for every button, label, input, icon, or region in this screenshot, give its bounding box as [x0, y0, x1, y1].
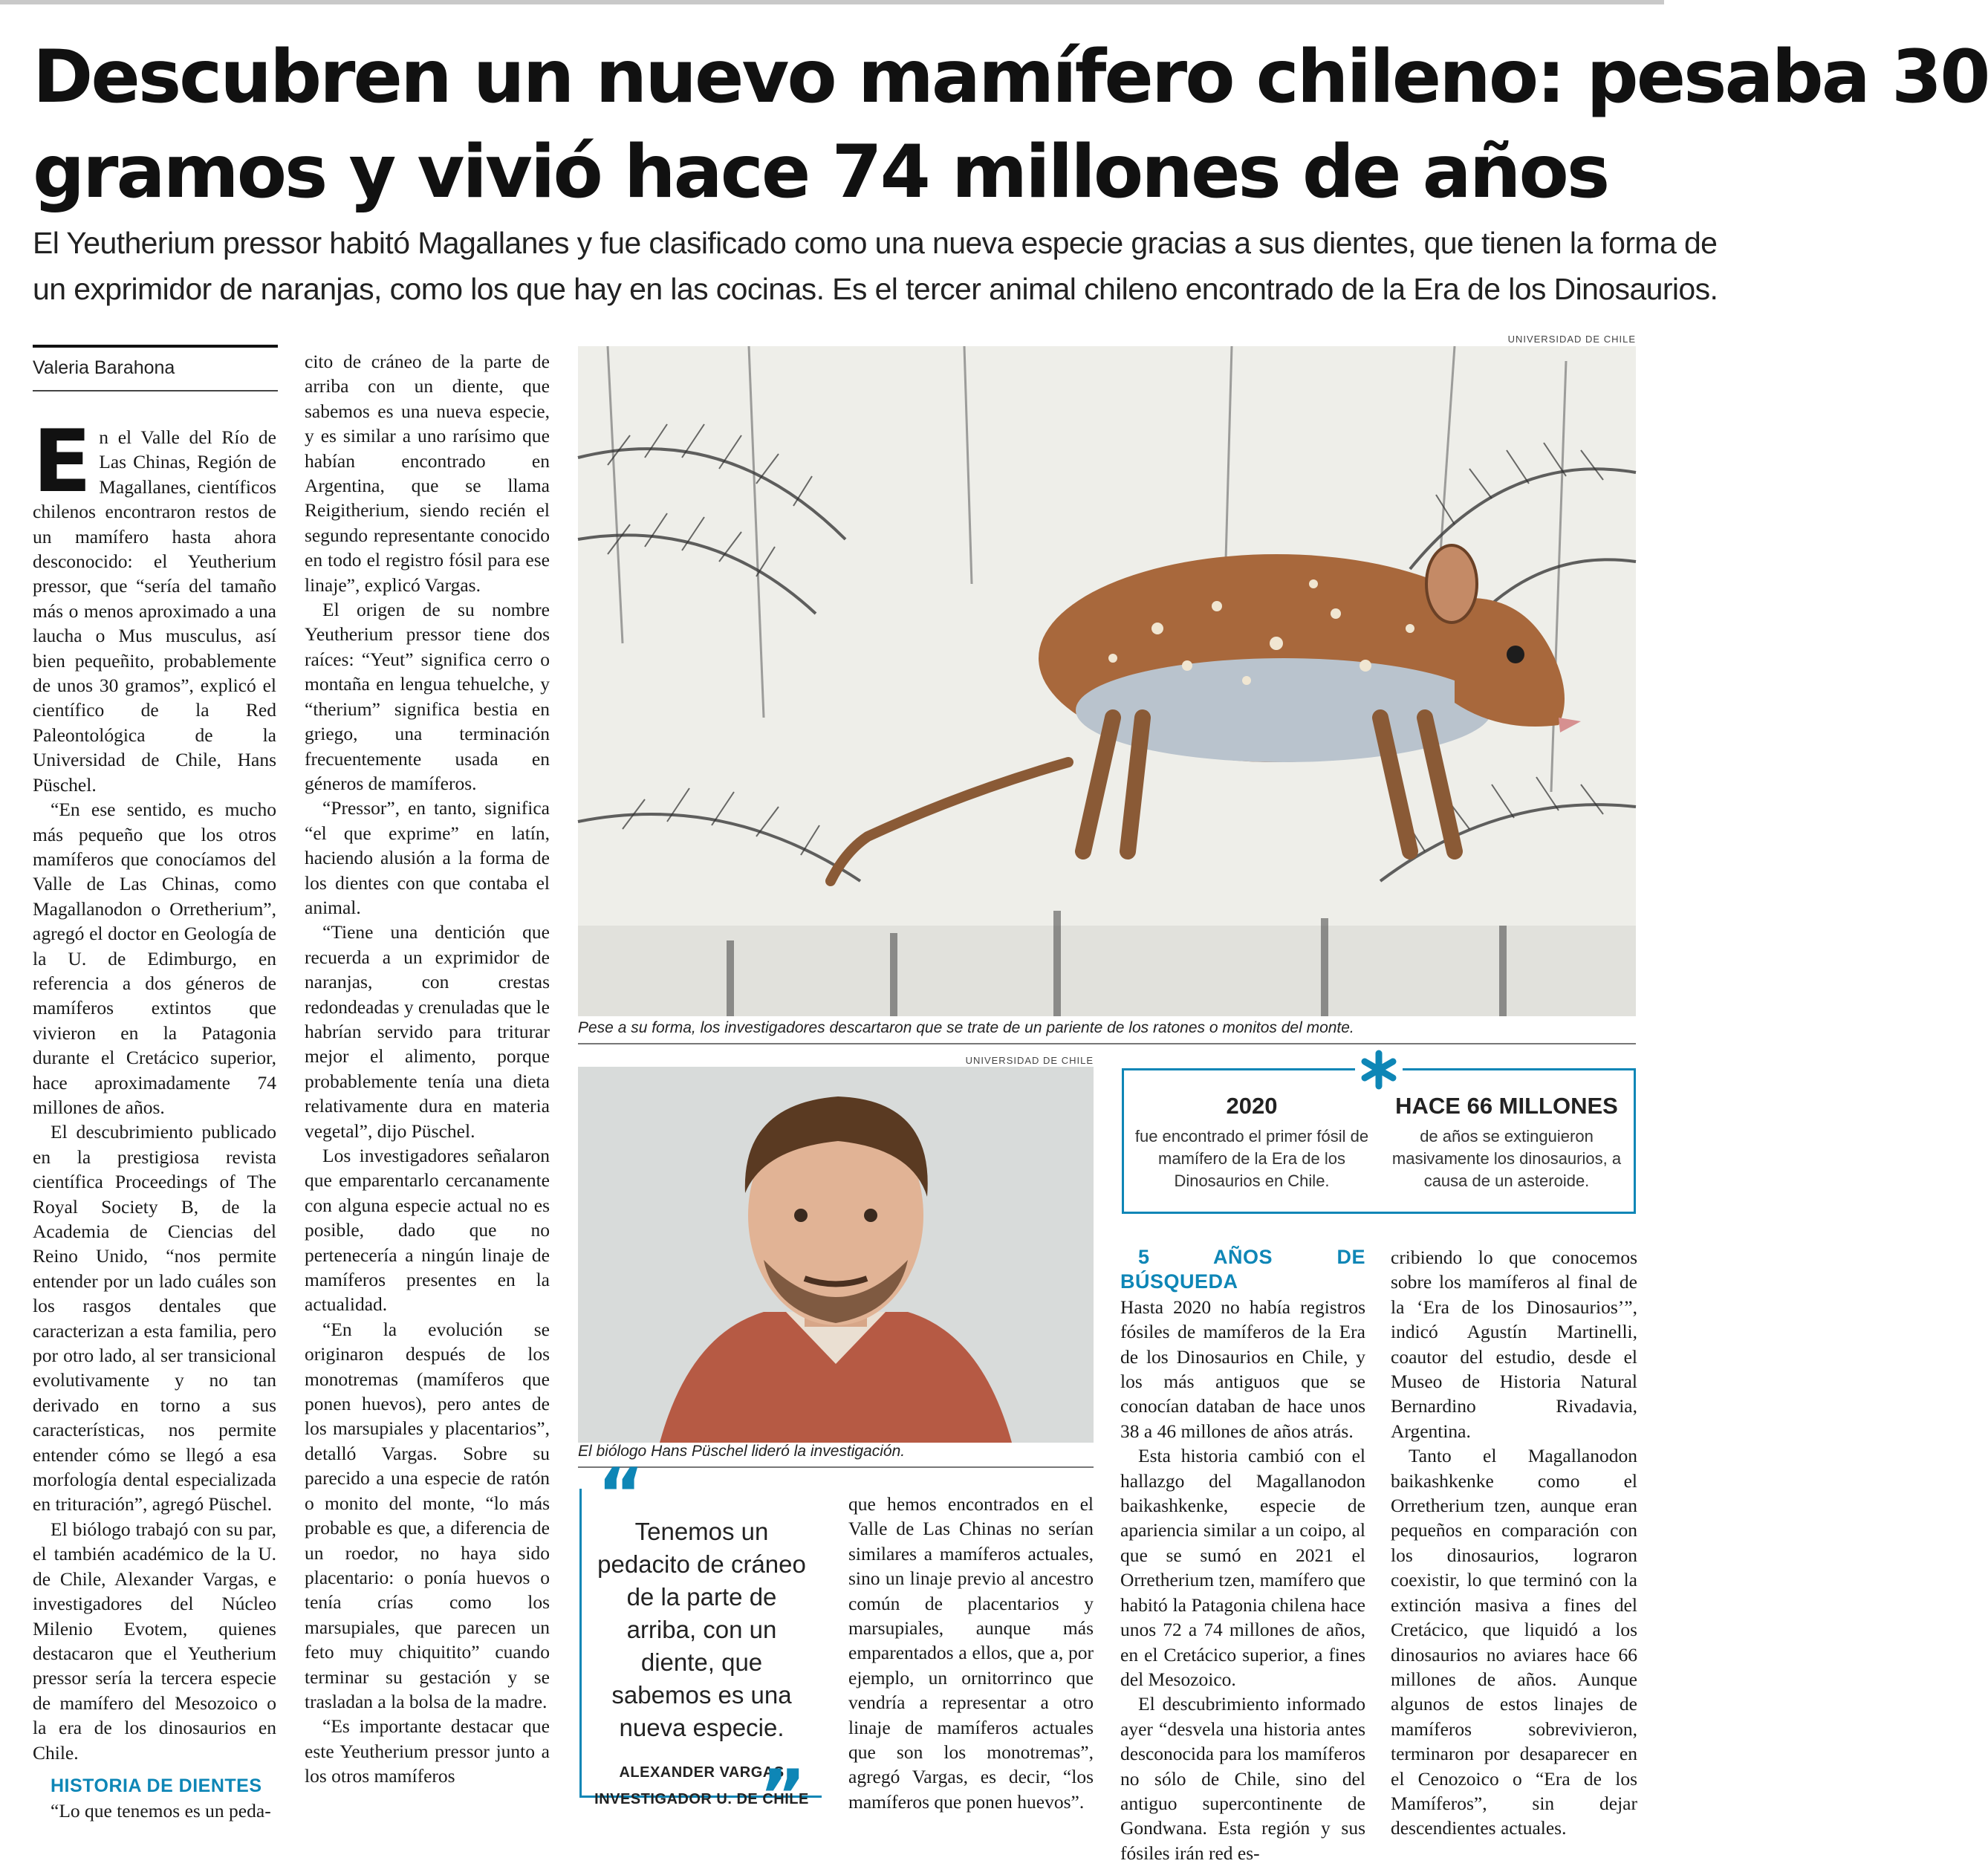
body-column-5	[1391, 1245, 1637, 1841]
hans-puschel-portrait	[578, 1067, 1094, 1443]
headline-line-1: Descubren un nuevo mamífero chileno: pesaba 30	[33, 35, 1988, 120]
main-illustration	[578, 346, 1636, 1016]
main-image-credit: UNIVERSIDAD DE CHILE	[1507, 334, 1636, 345]
dek-line-1: El Yeutherium pressor habitó Magallanes y fue clasificado como una nueva especie gracias a sus dientes, que tienen la forma de	[33, 226, 1718, 260]
pull-quote-text: Tenemos un pedacito de cráneo de la parte de arriba, con un diente, que sabemos es una nueva especie.	[597, 1518, 806, 1741]
pull-quote	[579, 1489, 822, 1807]
dek-line-2: un exprimidor de naranjas, como los que hay en las cocinas. Es el tercer animal chileno encontrado de la Era de los Dinosaurios.	[33, 272, 1718, 306]
subhead-5-anos-de-busqueda: 5 AÑOS DE BÚSQUEDA	[1120, 1246, 1365, 1293]
asterisk-badge	[1355, 1049, 1403, 1091]
asterisk-icon	[1355, 1049, 1403, 1091]
body-paragraph: Los investigadores señalaron que emparentarlo cercanamente con alguna especie actual no es posible, dado que no pertenecería a ningún linaje de mamíferos presentes en la actualidad.	[305, 1145, 550, 1316]
fact-2020-figure: 2020	[1226, 1093, 1278, 1119]
body-column-1	[33, 412, 276, 1824]
fact-66-figure: HACE 66 MILLONES	[1395, 1093, 1618, 1119]
byline-rule-bottom	[33, 390, 278, 391]
body-paragraph: “En ese sentido, es mucho más pequeño que los otros mamíferos que conocíamos del Valle de Las Chinas, como Magallanodon o Orretherium”, agregó el doctor en Geología de la U. de Edimburgo, en referencia a dos géneros de mamíferos extintos que vivieron en la Patagonia durante el Cretácico superior, hace aproximadamente 74 millones de años.	[33, 799, 276, 1118]
open-quote-icon: “	[597, 1453, 645, 1536]
fact-2020-text: fue encontrado el primer fósil de mamífero de la Era de los Dinosaurios en Chile.	[1134, 1127, 1369, 1190]
body-paragraph: cito de cráneo de la parte de arriba con un diente, que sabemos es una nueva especie, y es similar a uno rarísimo que habían encontrado en Argentina, que se llama Reigitherium, siendo recién el segundo representante conocido en todo el registro fósil para ese linaje”, explicó Vargas.	[305, 351, 550, 596]
byline-rule-top	[33, 345, 278, 348]
body-paragraph: Esta historia cambió con el hallazgo del Magallanodon baikashkenke, especie de apariencia similar a un coipo, al que se sumó en 2021 el Orretherium tzen, mamífero que habitó la Patagonia chilena hace unos 72 a 74 millones de años, en el Cretácico superior, a fines del Mesozoico.	[1120, 1445, 1365, 1690]
fact-66-text: de años se extinguieron masivamente los dinosaurios, a causa de un asteroide.	[1391, 1127, 1622, 1190]
body-paragraph: cribiendo lo que conocemos sobre los mamíferos al final de la ‘Era de los Dinosaurios’”, indicó Agustín Martinelli, coautor del estudio, desde el Museo de Historia Natural Bernardino Rivadavia, Argentina.	[1391, 1247, 1637, 1442]
body-column-4	[1120, 1245, 1365, 1865]
pull-quote-role: INVESTIGADOR U. DE CHILE	[594, 1791, 809, 1807]
body-paragraph: “Pressor”, en tanto, significa “el que exprime” en latín, haciendo alusión a la forma de los dientes con que contaba el animal.	[305, 797, 550, 918]
yeutherium-illustration	[578, 346, 1636, 1016]
body-paragraph: “En la evolución se originaron después de los monotremas (mamíferos que ponen huevos), pero antes de los marsupiales y placentarios”, detalló Vargas. Sobre su parecido a una especie de ratón o monito del monte, “lo más probable es que, a diferencia de un roedor, no haya sido placentario: o ponía huevos o tenía crías como los marsupiales, que parecen un feto muy chiquitito” cuando terminar su gestación y se trasladan a la bolsa de la madre.	[305, 1318, 550, 1712]
portrait-caption-rule	[578, 1466, 1094, 1468]
portrait-photo	[578, 1067, 1094, 1443]
body-paragraph: “Lo que tenemos es un peda-	[51, 1800, 271, 1822]
headline	[33, 30, 1988, 220]
body-paragraph: El origen de su nombre Yeutherium pressor tiene dos raíces: “Yeut” significa cerro o montaña en lengua tehuelche, y “therium” significa bestia en griego, una terminación frecuentemente usada en géneros de mamíferos.	[305, 599, 550, 794]
body-paragraph: que hemos encontrados en el Valle de Las Chinas no serían similares a mamíferos actuales, sino un linaje previo al ancestro común de placentarios y marsupiales, aunque más emparentados a ellos, que a, por ejemplo, un ornitorrinco que vendría a representar a otro linaje de mamíferos actuales que son los monotremas”, agregó Vargas, es decir, “los mamíferos que ponen huevos”.	[848, 1493, 1094, 1813]
body-paragraph: “Tiene una dentición que recuerda a un exprimidor de naranjas, con crestas redondeadas y crenuladas que le habrían servido para triturar mejor el alimento, porque probablemente tenía una dieta relativamente dura en materia vegetal”, dijo Püschel.	[305, 921, 550, 1142]
body-column-2	[305, 349, 550, 1789]
body-paragraph: En el Valle del Río de Las Chinas, Región de Magallanes, científicos chilenos encontraron restos de un mamífero hasta ahora desconocido: el Yeutherium pressor, que “sería del tamaño más o menos aproximado a una laucha o Mus musculus, así bien pequeñito, probablemente de unos 30 gramos”, explicó el científico de la Red Paleontológica de la Universidad de Chile, Hans Püschel.	[33, 412, 276, 796]
fact-2020	[1133, 1093, 1371, 1192]
body-paragraph: El biólogo trabajó con su par, el también académico de la U. de Chile, Alexander Vargas, e investigadores del Núcleo Milenio Evotem, quienes destacaron que el Yeutherium pressor sería la tercera especie de mamífero del Mesozoico o la era de los dinosaurios en Chile.	[33, 1518, 276, 1764]
fact-66-million	[1384, 1093, 1629, 1192]
portrait-caption: El biólogo Hans Püschel lideró la investigación.	[578, 1443, 906, 1460]
dek	[33, 220, 1718, 312]
close-quote-icon: ”	[759, 1755, 807, 1838]
portrait-credit: UNIVERSIDAD DE CHILE	[965, 1055, 1094, 1066]
drop-cap: E	[33, 412, 92, 512]
top-edge-bar	[0, 0, 1664, 4]
main-image-caption: Pese a su forma, los investigadores descartaron que se trate de un pariente de los ratones o monitos del monte.	[578, 1019, 1354, 1036]
body-column-3	[848, 1492, 1094, 1814]
pull-quote-author: ALEXANDER VARGAS	[619, 1764, 785, 1781]
body-paragraph: Tanto el Magallanodon baikashkenke como el Orretherium tzen, aunque eran pequeños en comparación con los dinosaurios, lograron coexistir, lo que terminó con la extinción masiva a fines del Cretácico, que liquidó a los dinosaurios no aviares hace 66 millones de años. Aunque algunos de estos linajes de mamíferos sobrevivieron, terminaron por desaparecer en el Cenozoico o “Era de los Mamíferos”, sin dejar descendientes actuales.	[1391, 1445, 1637, 1839]
body-paragraph: “Es importante destacar que este Yeutherium pressor junto a los otros mamíferos	[305, 1715, 550, 1787]
body-paragraph: El descubrimiento informado ayer “desvela una historia antes desconocida para los mamíferos no sólo de Chile, sino del antiguo supercontinente de Gondwana. Esta región y sus fósiles irán red es-	[1120, 1693, 1365, 1864]
caption-rule	[578, 1043, 1636, 1044]
byline: Valeria Barahona	[33, 357, 175, 378]
body-paragraph: Hasta 2020 no había registros fósiles de mamíferos de la Era de los Dinosaurios en Chile, y los más antiguos que se conocían databan de hace unos 38 a 46 millones de años atrás.	[1120, 1296, 1365, 1442]
subhead-historia-de-dientes: HISTORIA DE DIENTES	[51, 1775, 262, 1796]
body-paragraph: El descubrimiento publicado en la prestigiosa revista científica Proceedings of The Royal Society B, de la Academia de Ciencias del Reino Unido, “nos permite entender por un lado cuáles son los rasgos dentales que caracterizan a esta familia, pero por otro lado, al ser transicional evolutivamente y no tan derivado en torno a sus características, nos permite entender cómo se llegó a esa morfología dental especializada en trituración”, agregó Püschel.	[33, 1121, 276, 1515]
headline-line-2: gramos y vivió hace 74 millones de años	[33, 130, 1608, 215]
